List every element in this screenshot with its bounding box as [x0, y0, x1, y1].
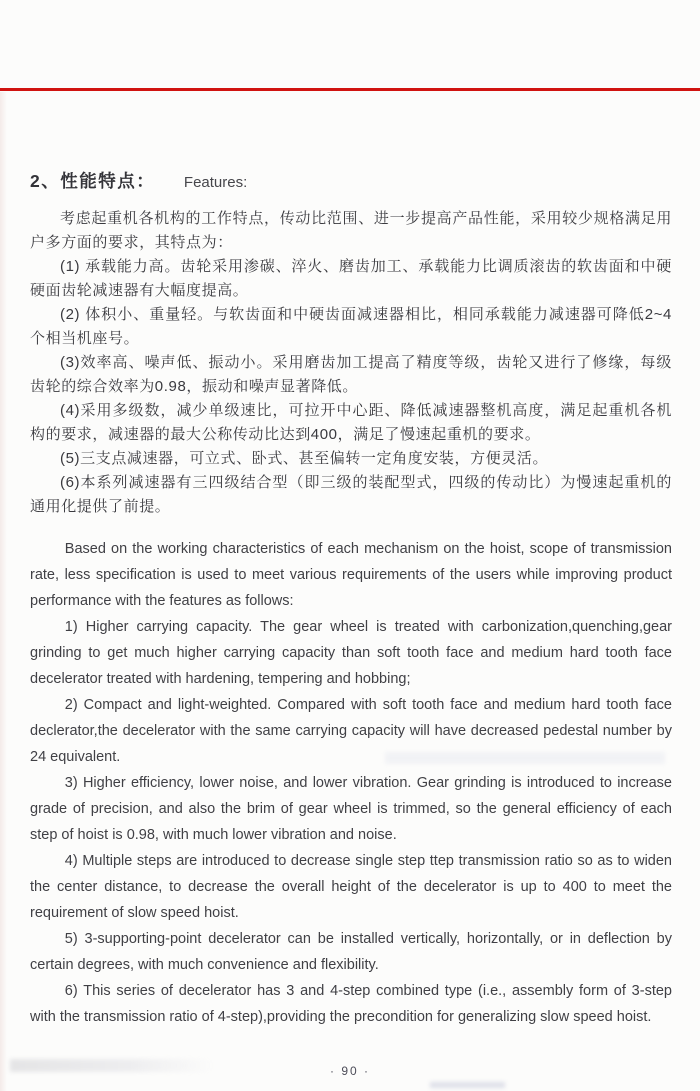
page-content	[30, 166, 672, 1030]
zh-paragraph-6: (6)本系列减速器有三四级结合型（即三级的装配型式，四级的传动比）为慢速起重机的通用化提供了前提。	[30, 474, 672, 515]
zh-paragraph-intro: 考虑起重机各机构的工作特点，传动比范围、进一步提高产品性能，采用较少规格满足用户多方面的要求，其特点为：	[30, 210, 672, 251]
en-paragraph-2: 2) Compact and light-weighted. Compared with soft tooth face and medium hard tooth face declerator,the decelerator with the same carrying capacity will have decreased pedestal number by 24 equivalent.	[30, 697, 672, 765]
zh-paragraph-5: (5)三支点减速器，可立式、卧式、甚至偏转一定角度安装，方便灵活。	[60, 450, 549, 467]
en-paragraph-1: 1) Higher carrying capacity. The gear wheel is treated with carbonization,quenching,gear grinding to get much higher carrying capacity than soft tooth face and medium hard tooth face decelerator treated with hardening, tempering and hobbing;	[30, 619, 672, 687]
zh-paragraph-4: (4)采用多级数，减少单级速比，可拉开中心距、降低减速器整机高度，满足起重机各机构的要求，减速器的最大公称传动比达到400，满足了慢速起重机的要求。	[30, 402, 672, 443]
english-paragraph-block	[30, 536, 672, 1030]
zh-paragraph-1: (1) 承载能力高。齿轮采用渗碳、淬火、磨齿加工、承载能力比调质滚齿的软齿面和中硬硬面齿轮减速器有大幅度提高。	[30, 258, 672, 299]
page-number: · 90 ·	[329, 1064, 370, 1078]
en-paragraph-4: 4) Multiple steps are introduced to decrease single step ttep transmission ratio so as to widen the center distance, to decrease the overall height of the decelerator is up to 400 to meet the requirement of slow speed hoist.	[30, 853, 672, 921]
en-paragraph-3: 3) Higher efficiency, lower noise, and lower vibration. Gear grinding is introduced to increase grade of precision, and also the brim of gear wheel is trimmed, so the general efficiency of each step of hoist is 0.98, with much lower vibration and noise.	[30, 775, 672, 843]
chinese-paragraph-block	[30, 207, 672, 519]
zh-paragraph-3: (3)效率高、噪声低、振动小。采用磨齿加工提高了精度等级，齿轮又进行了修缘，每级齿轮的综合效率为0.98，振动和噪声显著降低。	[30, 354, 672, 395]
top-red-rule	[0, 88, 700, 91]
section-heading	[30, 166, 672, 194]
ink-bleed-smudge	[430, 1082, 505, 1088]
en-paragraph-6: 6) This series of decelerator has 3 and 4-step combined type (i.e., assembly form of 3-step with the transmission ratio of 4-step),providing the precondition for generalizing slow speed hoist.	[30, 983, 672, 1025]
en-paragraph-5: 5) 3-supporting-point decelerator can be installed vertically, horizontally, or in deflection by certain degrees, with much convenience and flexibility.	[30, 931, 672, 973]
zh-paragraph-2: (2) 体积小、重量轻。与软齿面和中硬齿面减速器相比，相同承载能力减速器可降低2~4个相当机座号。	[30, 306, 672, 347]
section-heading-zh: 2、性能特点：	[30, 171, 156, 191]
en-paragraph-intro: Based on the working characteristics of each mechanism on the hoist, scope of transmission rate, less specification is used to meet various requirements of the users while improving product performance with the features as follows:	[30, 541, 672, 609]
section-heading-en: Features:	[183, 174, 248, 191]
scan-edge-tint	[0, 92, 7, 1091]
